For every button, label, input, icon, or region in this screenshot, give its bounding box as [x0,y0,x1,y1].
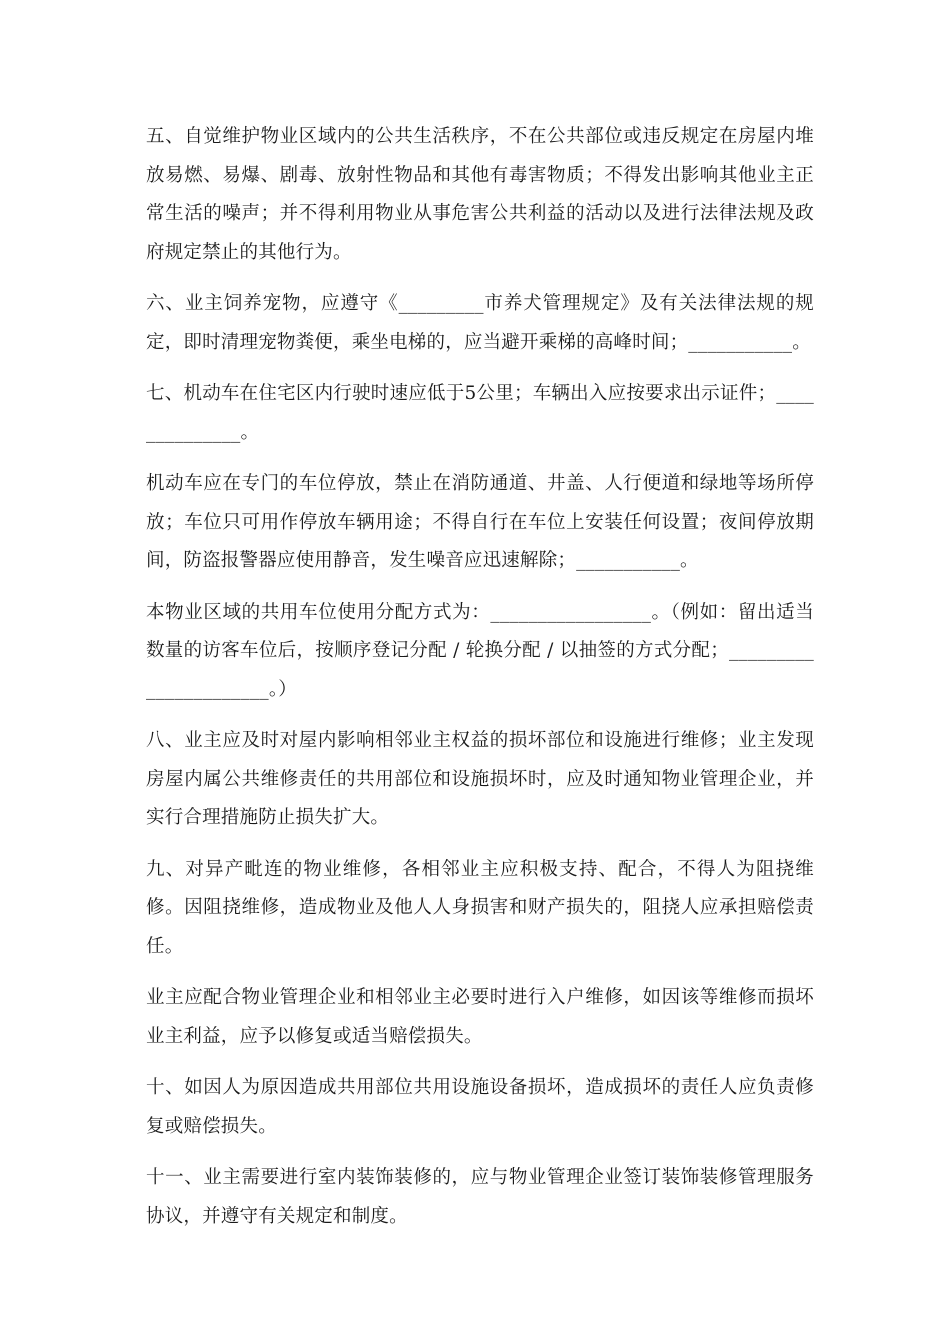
paragraph-clause-10: 十、如因人为原因造成共用部位共用设施设备损坏，造成损坏的责任人应负责修复或赔偿损失。 [146,1077,814,1137]
paragraph-clause-7: 七、机动车在住宅区内行驶时速应低于5公里；车辆出入应按要求出示证件；______________。 [146,383,814,443]
paragraph-entry-repair: 业主应配合物业管理企业和相邻业主必要时进行入户维修，如因该等维修而损坏业主利益，应予以修复或适当赔偿损失。 [146,987,814,1047]
paragraph-clause-9: 九、对异产毗连的物业维修，各相邻业主应积极支持、配合，不得人为阻挠维修。因阻挠维修，造成物业及他人人身损害和财产损失的，阻挠人应承担赔偿责任。 [146,858,814,957]
paragraph-clause-11: 十一、业主需要进行室内装饰装修的，应与物业管理企业签订装饰装修管理服务协议，并遵守有关规定和制度。 [146,1167,814,1227]
paragraph-clause-8: 八、业主应及时对屋内影响相邻业主权益的损坏部位和设施进行维修；业主发现房屋内属公共维修责任的共用部位和设施损坏时，应及时通知物业管理企业，并实行合理措施防止损失扩大。 [146,730,814,828]
paragraph-parking-rules: 机动车应在专门的车位停放，禁止在消防通道、井盖、人行便道和绿地等场所停放；车位只可用作停放车辆用途；不得自行在车位上安装任何设置；夜间停放期间，防盗报警器应使用静音，发生噪音应迅速解除；___________。 [146,473,814,571]
document-body [146,118,814,1249]
paragraph-parking-allocation: 本物业区域的共用车位使用分配方式为：_________________。（例如：留出适当数量的访客车位后，按顺序登记分配 / 轮换分配 / 以抽签的方式分配；______________________。） [146,601,814,700]
paragraph-clause-6: 六、业主饲养宠物，应遵守《_________市养犬管理规定》及有关法律法规的规定，即时清理宠物粪便，乘坐电梯的，应当避开乘梯的高峰时间；___________。 [146,293,814,353]
paragraph-clause-5: 五、自觉维护物业区域内的公共生活秩序，不在公共部位或违反规定在房屋内堆放易燃、易爆、剧毒、放射性物品和其他有毒害物质；不得发出影响其他业主正常生活的噪声；并不得利用物业从事危害公共利益的活动以及进行法律法规及政府规定禁止的其他行为。 [146,126,814,263]
